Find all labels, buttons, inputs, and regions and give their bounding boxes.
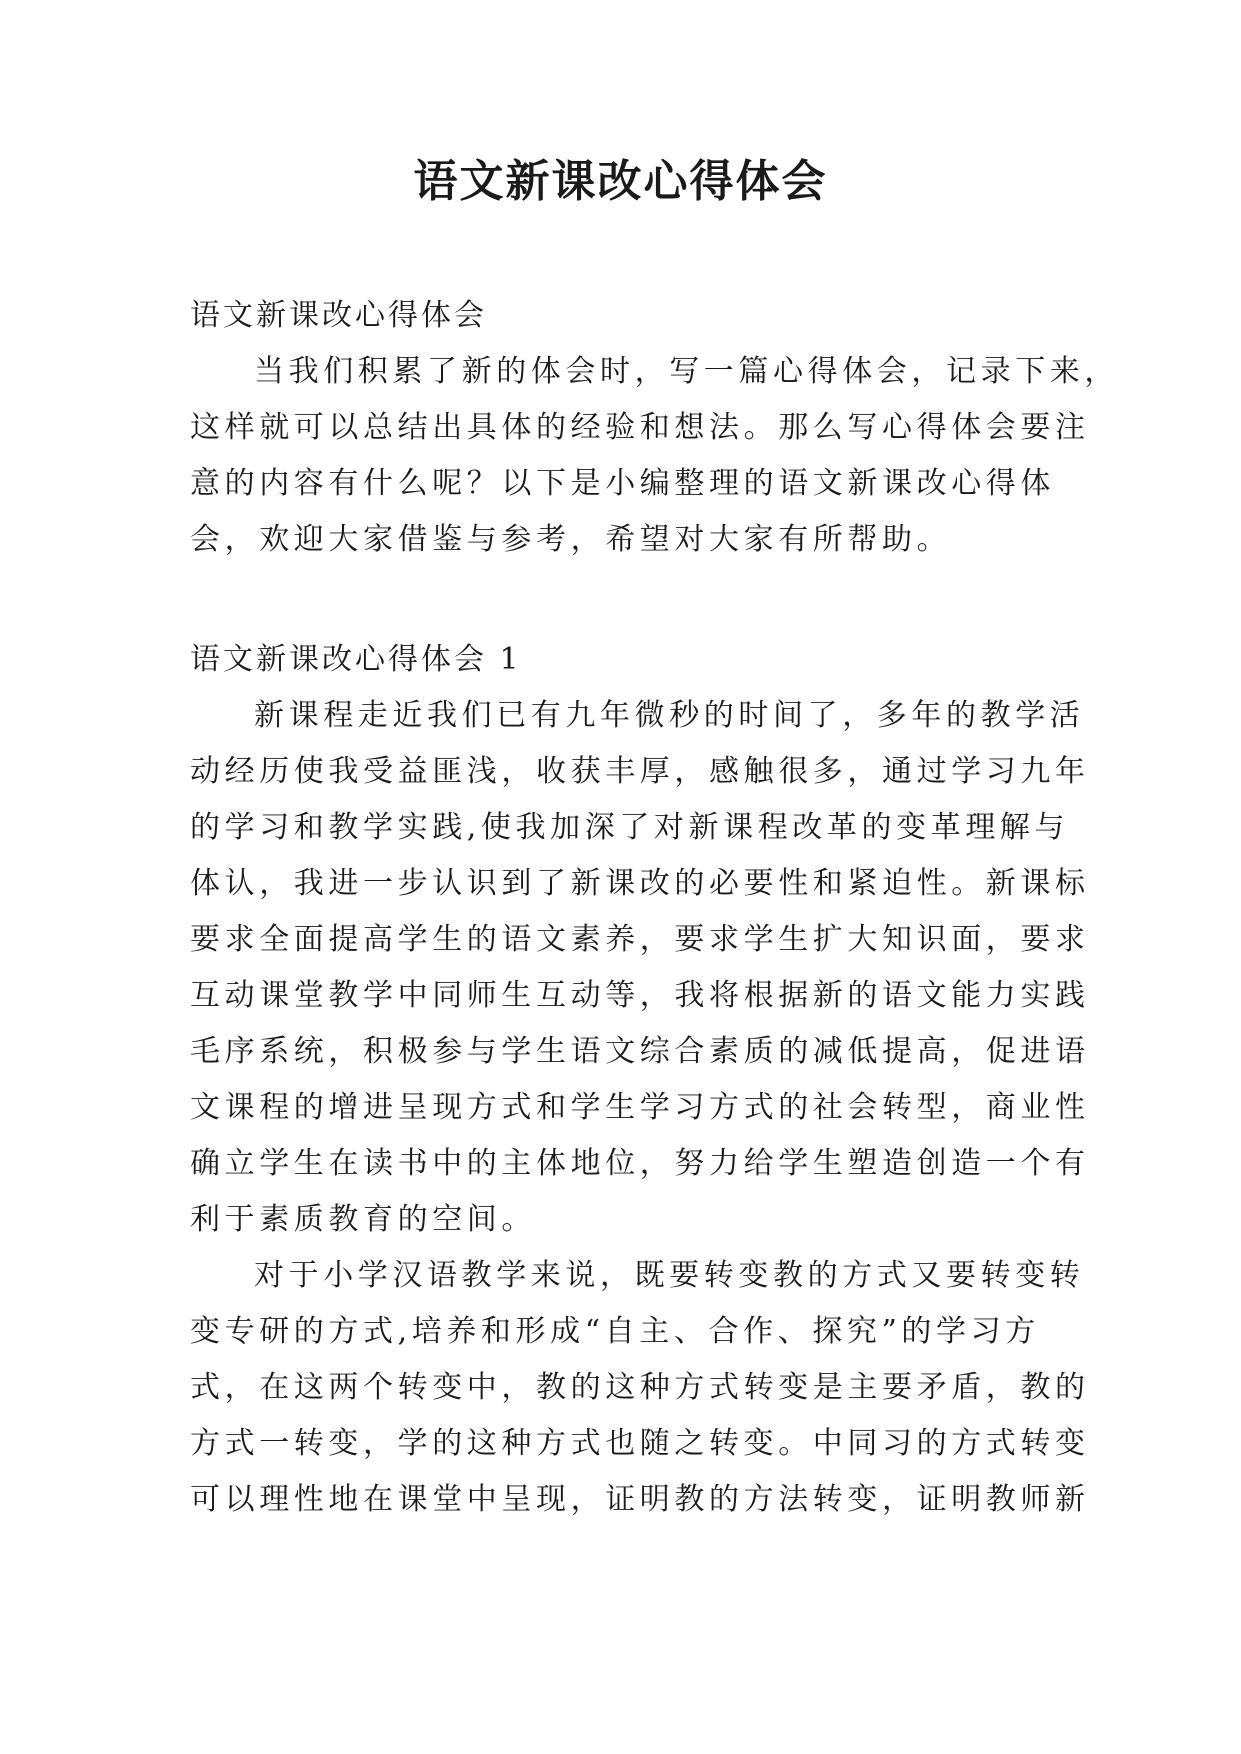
text-line: 这样就可以总结出具体的经验和想法。那么写心得体会要注 [190, 410, 1090, 445]
text-line: 利于素质教育的空间。 [190, 1202, 536, 1237]
section1-heading: 语文新课改心得体会 1 [190, 642, 522, 677]
text-line: 方式一转变，学的这种方式也随之转变。中同习的方式转变 [190, 1426, 1090, 1461]
text-line: 会，欢迎大家借鉴与参考，希望对大家有所帮助。 [190, 522, 952, 557]
text-line: 变专研的方式,培养和形成“自主、合作、探究”的学习方 [190, 1314, 1040, 1349]
text-line: 意的内容有什么呢？以下是小编整理的语文新课改心得体 [190, 466, 1055, 501]
text-line: 可以理性地在课堂中呈现，证明教的方法转变，证明教师新 [190, 1482, 1090, 1517]
text-line: 要求全面提高学生的语文素养，要求学生扩大知识面，要求 [190, 922, 1090, 957]
section1-paragraph-1 [190, 688, 1090, 1248]
text-line: 的学习和教学实践,使我加深了对新课程改革的变革理解与 [190, 810, 1070, 845]
text-line: 确立学生在读书中的主体地位，努力给学生塑造创造一个有 [190, 1146, 1090, 1181]
text-line: 文课程的增进呈现方式和学生学习方式的社会转型，商业性 [190, 1090, 1090, 1125]
text-line: 互动课堂教学中同师生互动等，我将根据新的语文能力实践 [190, 978, 1090, 1013]
intro-heading: 语文新课改心得体会 [190, 298, 487, 333]
text-line: 对于小学汉语教学来说，既要转变教的方式又要转变转 [254, 1258, 1085, 1293]
section-spacer [190, 568, 1060, 632]
section1-paragraph-2 [190, 1248, 1090, 1528]
intro-paragraph [190, 344, 1119, 568]
text-line: 当我们积累了新的体会时，写一篇心得体会，记录下来， [254, 354, 1119, 389]
text-line: 动经历使我受益匪浅，收获丰厚，感触很多，通过学习九年 [190, 754, 1090, 789]
text-line: 体认，我进一步认识到了新课改的必要性和紧迫性。新课标 [190, 866, 1090, 901]
text-line: 新课程走近我们已有九年微秒的时间了，多年的教学活 [254, 698, 1085, 733]
text-line: 毛序系统，积极参与学生语文综合素质的减低提高，促进语 [190, 1034, 1090, 1069]
text-line: 式，在这两个转变中，教的这种方式转变是主要矛盾，教的 [190, 1370, 1090, 1405]
document-body [190, 288, 1119, 1528]
document-title: 语文新课改心得体会 [413, 156, 828, 207]
